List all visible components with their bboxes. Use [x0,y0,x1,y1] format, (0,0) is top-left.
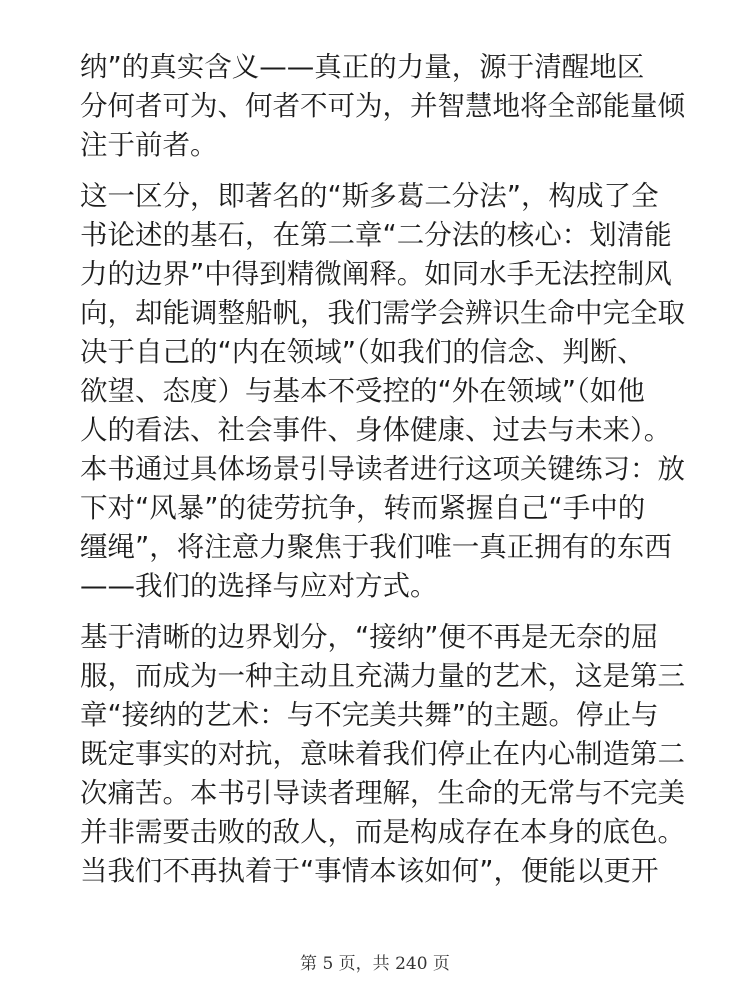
text-line: 决于自己的“内在领域”（如我们的信念、判断、 [80,336,645,368]
paragraph-spacer [80,165,680,177]
text-line: 下对“风暴”的徒劳抗争，转而紧握自己“手中的 [80,492,646,524]
text-line: ——我们的选择与应对方式。 [80,570,438,602]
text-line: 力的边界”中得到精微阐释。如同水手无法控制风 [80,258,672,290]
text-line: 既定事实的对抗，意味着我们停止在内心制造第二 [80,738,685,770]
text-line: 章“接纳的艺术：与不完美共舞”的主题。停止与 [80,699,659,731]
paragraph [80,48,685,165]
text-line: 基于清晰的边界划分，“接纳”便不再是无奈的屈 [80,621,659,653]
text-line: 向，却能调整船帆，我们需学会辨识生命中完全取 [80,297,685,329]
text-line: 书论述的基石，在第二章“二分法的核心：划清能 [80,219,672,251]
text-line: 分何者可为、何者不可为，并智慧地将全部能量倾 [80,90,685,122]
text-line: 欲望、态度）与基本不受控的“外在领域”（如他 [80,375,645,407]
text-line: 并非需要击败的敌人，而是构成存在本身的底色。 [80,816,685,848]
text-line: 本书通过具体场景引导读者进行这项关键练习：放 [80,453,685,485]
text-line: 当我们不再执着于“事情本该如何”，便能以更开 [80,855,659,887]
text-line: 次痛苦。本书引导读者理解，生命的无常与不完美 [80,777,685,809]
body-text [80,48,685,891]
text-line: 缰绳”，将注意力聚焦于我们唯一真正拥有的东西 [80,531,672,563]
text-line: 这一区分，即著名的“斯多葛二分法”，构成了全 [80,180,659,212]
paragraph [80,177,685,606]
text-line: 人的看法、社会事件、身体健康、过去与未来）。 [80,414,672,446]
paragraph-spacer [80,606,680,618]
text-line: 注于前者。 [80,129,218,161]
text-line: 纳”的真实含义——真正的力量，源于清醒地区 [80,51,645,83]
page-number-footer: 第 5 页，共 240 页 [300,954,450,974]
paragraph [80,618,685,891]
text-line: 服，而成为一种主动且充满力量的艺术，这是第三 [80,660,685,692]
